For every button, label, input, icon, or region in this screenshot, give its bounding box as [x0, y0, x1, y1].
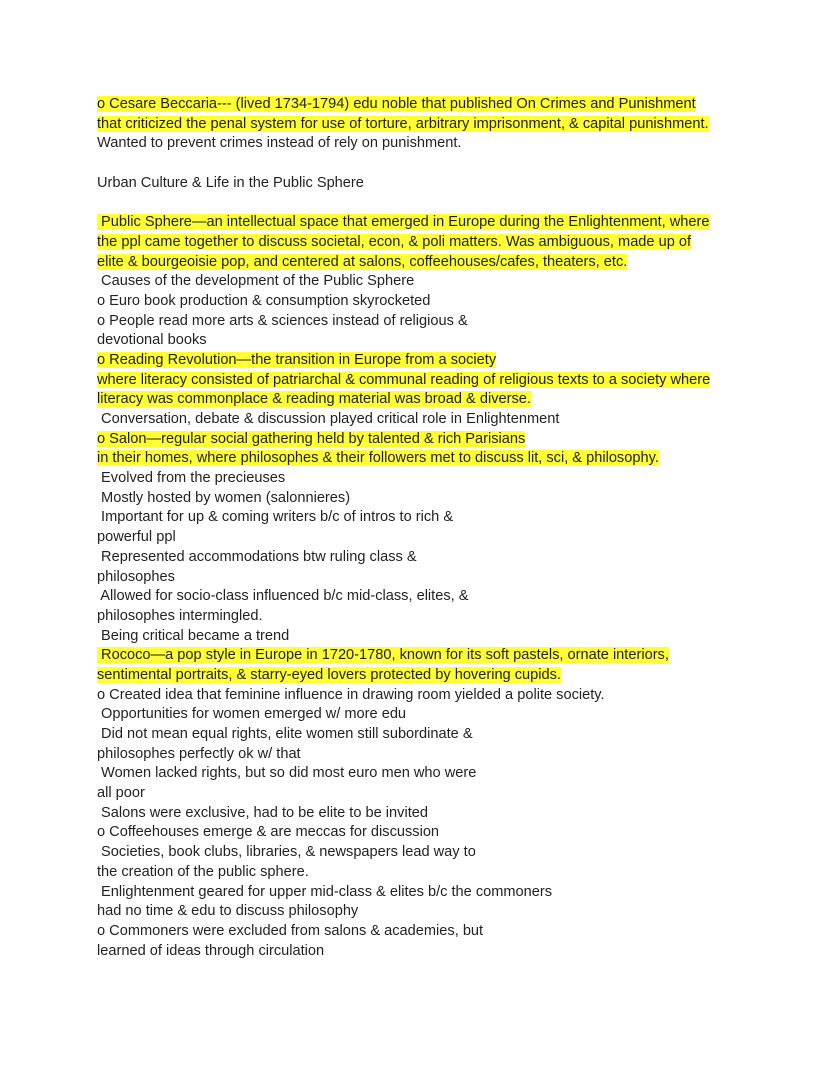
line-text: o Reading Revolution—the transition in Europe from a society [97, 351, 497, 368]
text-line [97, 942, 757, 962]
line-text: Rococo—a pop style in Europe in 1720-1780, known for its soft pastels, ornate interiors, [97, 647, 669, 664]
text-line [97, 587, 757, 607]
line-text: Evolved from the precieuses [97, 470, 286, 487]
line-text: had no time & edu to discuss philosophy [97, 903, 359, 920]
line-text: Mostly hosted by women (salonnieres) [97, 489, 351, 506]
highlighted-text-line [97, 449, 757, 469]
line-text: devotional books [97, 332, 207, 349]
highlighted-text-line [97, 390, 757, 410]
line-text: Salons were exclusive, had to be elite to be invited [97, 804, 428, 821]
line-text: o Commoners were excluded from salons & academies, but [97, 922, 484, 939]
highlighted-text-line [97, 646, 757, 666]
text-line [97, 764, 757, 784]
blank-line [97, 154, 757, 174]
line-text: o Cesare Beccaria--- (lived 1734-1794) edu noble that published On Crimes and Punishment [97, 96, 696, 112]
highlighted-text-line [97, 95, 757, 115]
text-line [97, 627, 757, 647]
text-line [97, 705, 757, 725]
text-line [97, 272, 757, 292]
line-text: Urban Culture & Life in the Public Sphere [97, 174, 364, 191]
text-line [97, 784, 757, 804]
line-text: Being critical became a trend [97, 627, 290, 644]
highlighted-text-line [97, 430, 757, 450]
line-text: Causes of the development of the Public Sphere [97, 273, 415, 290]
line-text: Societies, book clubs, libraries, & newspapers lead way to [97, 844, 476, 861]
line-text: Public Sphere—an intellectual space that emerged in Europe during the Enlightenment, where [97, 214, 710, 231]
line-text: elite & bourgeoisie pop, and centered at salons, coffeehouses/cafes, theaters, etc. [97, 253, 628, 270]
line-text: o People read more arts & sciences instead of religious & [97, 312, 468, 329]
text-line [97, 489, 757, 509]
line-text: o Coffeehouses emerge & are meccas for discussion [97, 824, 440, 841]
text-line [97, 528, 757, 548]
text-line [97, 863, 757, 883]
line-text: learned of ideas through circulation [97, 942, 325, 959]
highlighted-text-line [97, 351, 757, 371]
text-line [97, 292, 757, 312]
line-text: all poor [97, 785, 145, 802]
text-line [97, 686, 757, 706]
text-line [97, 823, 757, 843]
text-line [97, 902, 757, 922]
line-text: sentimental portraits, & starry-eyed lovers protected by hovering cupids. [97, 666, 561, 683]
line-text: philosophes [97, 568, 175, 585]
text-line [97, 607, 757, 627]
line-text: Important for up & coming writers b/c of intros to rich & [97, 509, 454, 526]
text-line [97, 548, 757, 568]
text-line [97, 843, 757, 863]
highlighted-text-line [97, 666, 757, 686]
text-line [97, 804, 757, 824]
line-text: Conversation, debate & discussion played critical role in Enlightenment [97, 411, 560, 427]
highlighted-text-line [97, 115, 757, 135]
line-text: Wanted to prevent crimes instead of rely on punishment. [97, 135, 462, 152]
text-line [97, 469, 757, 489]
line-text: Opportunities for women emerged w/ more edu [97, 706, 407, 723]
document-body [97, 95, 757, 961]
text-line [97, 331, 757, 351]
line-text: in their homes, where philosophes & their followers met to discuss lit, sci, & philosophy. [97, 450, 659, 467]
line-text: Represented accommodations btw ruling class & [97, 548, 417, 565]
line-text: literacy was commonplace & reading material was broad & diverse. [97, 391, 531, 408]
highlighted-text-line [97, 233, 757, 253]
line-text: the creation of the public sphere. [97, 863, 309, 880]
text-line [97, 312, 757, 332]
text-line [97, 922, 757, 942]
blank-line [97, 193, 757, 213]
text-line [97, 410, 757, 430]
line-text: Allowed for socio-class influenced b/c mid-class, elites, & [97, 588, 469, 605]
text-line [97, 174, 757, 194]
line-text: Women lacked rights, but so did most euro men who were [97, 765, 477, 782]
line-text: o Salon—regular social gathering held by talented & rich Parisians [97, 430, 526, 447]
line-text: that criticized the penal system for use of torture, arbitrary imprisonment, & capital punishment. [97, 115, 709, 132]
line-text: powerful ppl [97, 529, 176, 546]
line-text: the ppl came together to discuss societal, econ, & poli matters. Was ambiguous, made up of [97, 233, 692, 250]
text-line [97, 745, 757, 765]
text-line [97, 883, 757, 903]
line-text: Did not mean equal rights, elite women still subordinate & [97, 726, 473, 742]
line-text: o Created idea that feminine influence in drawing room yielded a polite society. [97, 686, 605, 703]
line-text: where literacy consisted of patriarchal & communal reading of religious texts to a society where [97, 371, 711, 388]
text-line [97, 568, 757, 588]
text-line [97, 134, 757, 154]
text-line [97, 508, 757, 528]
highlighted-text-line [97, 371, 757, 391]
line-text: philosophes perfectly ok w/ that [97, 745, 301, 762]
line-text: philosophes intermingled. [97, 607, 263, 624]
line-text: Enlightenment geared for upper mid-class & elites b/c the commoners [97, 883, 553, 900]
highlighted-text-line [97, 253, 757, 273]
text-line [97, 725, 757, 745]
highlighted-text-line [97, 213, 757, 233]
line-text: o Euro book production & consumption skyrocketed [97, 292, 431, 309]
